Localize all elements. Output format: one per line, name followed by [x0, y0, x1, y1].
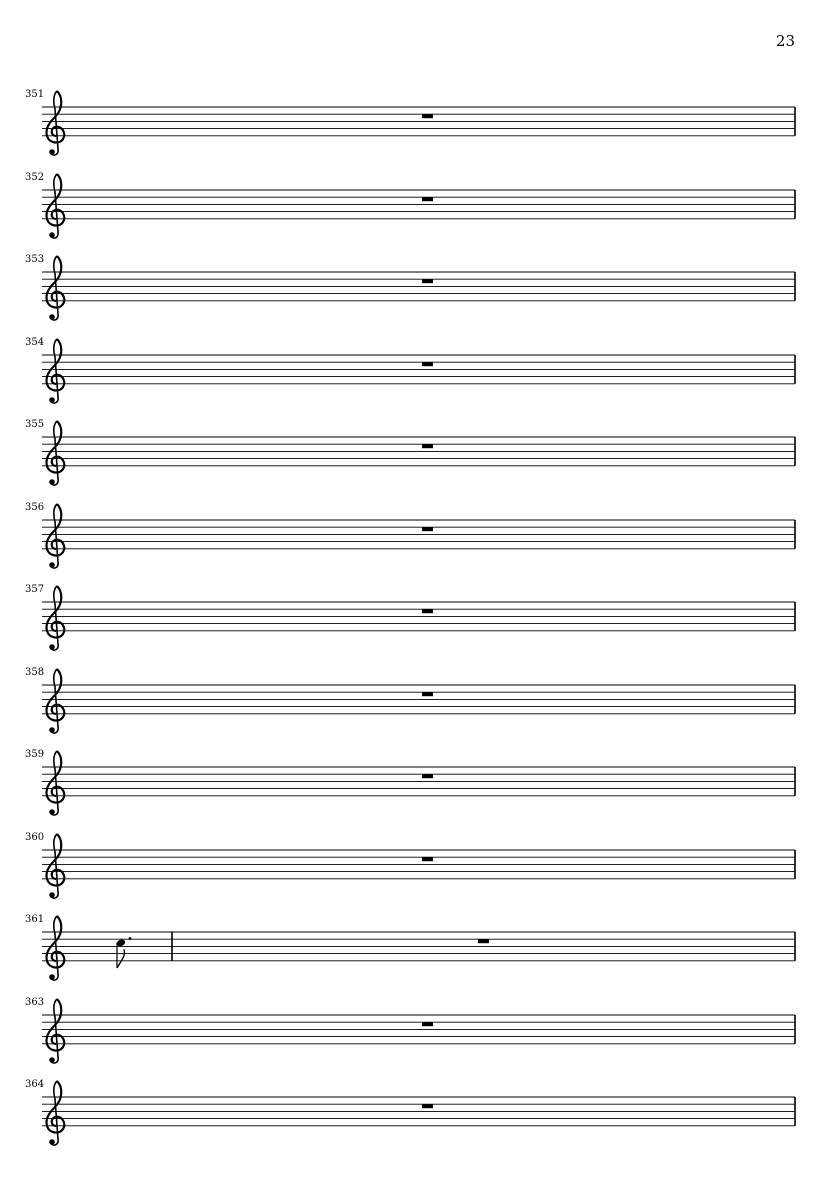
whole-rest [422, 362, 433, 366]
treble-clef-icon [46, 504, 64, 568]
treble-clef-icon [46, 916, 64, 980]
measure-number: 357 [25, 584, 45, 595]
staff [0, 1080, 835, 1150]
staff-system [0, 998, 835, 1068]
staff-system [0, 255, 835, 325]
staff-system [0, 668, 835, 738]
note-flag [117, 949, 124, 968]
staff [0, 998, 835, 1068]
staff [0, 915, 835, 985]
whole-rest [422, 692, 433, 696]
staff [0, 503, 835, 573]
treble-clef-icon [46, 669, 64, 733]
treble-clef-icon [46, 751, 64, 815]
whole-rest [422, 279, 433, 283]
measure-number: 356 [25, 502, 45, 513]
treble-clef-icon [46, 256, 64, 320]
measure-number: 364 [25, 1079, 45, 1090]
measure-number: 352 [25, 172, 45, 183]
measure-number: 358 [25, 667, 45, 678]
staff-system [0, 503, 835, 573]
staff [0, 833, 835, 903]
treble-clef-icon [46, 174, 64, 238]
staff-system [0, 833, 835, 903]
staff [0, 585, 835, 655]
treble-clef-icon [46, 586, 64, 650]
augmentation-dot [129, 937, 132, 940]
whole-rest [422, 527, 433, 531]
whole-rest [478, 939, 489, 943]
treble-clef-icon [46, 999, 64, 1063]
measure-number: 355 [25, 419, 45, 430]
measure-number: 360 [25, 832, 45, 843]
staff [0, 750, 835, 820]
staff [0, 90, 835, 160]
measure-number: 363 [25, 997, 45, 1008]
staff-system [0, 338, 835, 408]
treble-clef-icon [46, 91, 64, 155]
measure-number: 353 [25, 254, 45, 265]
staff [0, 173, 835, 243]
staff [0, 255, 835, 325]
whole-rest [422, 774, 433, 778]
measure-number: 359 [25, 749, 45, 760]
page-number: 23 [775, 32, 795, 50]
staff-system [0, 1080, 835, 1150]
staff [0, 338, 835, 408]
staff-system [0, 173, 835, 243]
whole-rest [422, 1022, 433, 1026]
staff [0, 668, 835, 738]
staff-system [0, 750, 835, 820]
measure-number: 361 [25, 914, 45, 925]
whole-rest [422, 197, 433, 201]
treble-clef-icon [46, 1081, 64, 1145]
measure-number: 351 [25, 89, 45, 100]
treble-clef-icon [46, 421, 64, 485]
staff-system [0, 90, 835, 160]
whole-rest [422, 444, 433, 448]
staff [0, 420, 835, 490]
treble-clef-icon [46, 339, 64, 403]
staff-system [0, 420, 835, 490]
whole-rest [422, 1104, 433, 1108]
staff-system [0, 585, 835, 655]
treble-clef-icon [46, 834, 64, 898]
staff-system [0, 915, 835, 985]
whole-rest [422, 857, 433, 861]
whole-rest [422, 114, 433, 118]
measure-number: 354 [25, 337, 45, 348]
whole-rest [422, 609, 433, 613]
